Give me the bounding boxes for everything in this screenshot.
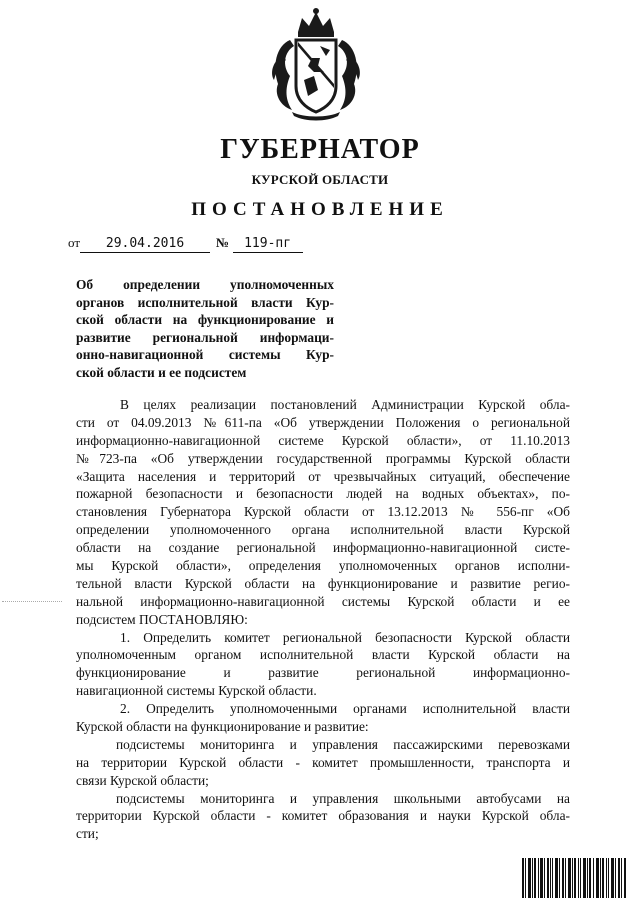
- document-date: 29.04.2016: [80, 236, 210, 253]
- body-line: 2. Определить уполномоченными органами исполнительной власти: [120, 701, 570, 717]
- body-text: [76, 396, 570, 843]
- body-line: сти;: [76, 826, 99, 842]
- governor-title: ГУБЕРНАТОР: [220, 134, 420, 165]
- subject-line: ской области на функционирование и: [76, 312, 334, 328]
- from-label: от: [68, 235, 81, 250]
- body-line: уполномоченным органом исполнительной власти Курской области на: [76, 647, 570, 663]
- subject-line: органов исполнительной власти Кур-: [76, 294, 334, 310]
- subject-line: развитие региональной информаци-: [76, 329, 334, 345]
- subject-line: ской области и ее подсистем: [76, 364, 247, 380]
- body-line: функционирование и развитие региональной информационно-: [76, 665, 570, 681]
- body-line: мы Курской области», определения уполномоченных органов исполни-: [76, 558, 570, 574]
- body-line: определении уполномоченного органа исполнительной власти Курской: [76, 522, 570, 538]
- subject-line: Об определении уполномоченных: [76, 277, 334, 292]
- document-number: 119-пг: [233, 236, 303, 253]
- body-line: подсистемы мониторинга и управления школьными автобусами на: [116, 790, 570, 806]
- date-number-line: [68, 234, 303, 252]
- body-line: Курской области на функционирование и развитие:: [76, 719, 369, 735]
- region-subtitle: КУРСКОЙ ОБЛАСТИ: [251, 172, 389, 187]
- number-label: №: [216, 235, 230, 250]
- body-line: территории Курской области - комитет образования и науки Курской обла-: [76, 808, 570, 824]
- subject-line: онно-навигационной системы Кур-: [76, 347, 334, 363]
- body-line: нальной информационно-навигационной системы Курской области и ее: [76, 593, 570, 609]
- body-line: пожарной безопасности и безопасности людей на водных объектах», по-: [76, 486, 570, 502]
- body-line: становления Губернатора Курской области от 13.12.2013 № 556-пг «Об: [76, 504, 570, 520]
- body-line: сти от 04.09.2013 №611-па «Об утверждении Положения о региональной: [76, 414, 570, 430]
- body-line: подсистемы мониторинга и управления пассажирскими перевозками: [116, 736, 570, 752]
- body-line: навигационной системы Курской области.: [76, 683, 317, 699]
- body-line: подсистем ПОСТАНОВЛЯЮ:: [76, 611, 248, 627]
- body-line: связи Курской области;: [76, 772, 209, 788]
- body-line: области на создание региональной информационно-навигационной систе-: [76, 540, 570, 556]
- body-line: «Защита населения и территорий от чрезвычайных ситуаций, обеспечение: [76, 468, 570, 484]
- subject-block: [76, 276, 334, 382]
- body-line: на территории Курской области - комитет промышленности, транспорта и: [76, 754, 570, 770]
- body-line: 1. Определить комитет региональной безопасности Курской области: [120, 629, 570, 645]
- barcode: [522, 858, 626, 898]
- body-line: В целях реализации постановлений Администрации Курской обла-: [120, 397, 570, 412]
- coat-of-arms-emblem: [268, 6, 364, 122]
- margin-dotted-line: [2, 601, 62, 603]
- body-line: тельной власти Курской области на функционирование и развитие регио-: [76, 575, 570, 591]
- body-line: информационно-навигационной системе Курской области», от 11.10.2013: [76, 432, 570, 448]
- body-line: №723-па «Об утверждении государственной программы Курской области: [76, 450, 570, 466]
- document-type-heading: ПОСТАНОВЛЕНИЕ: [191, 199, 449, 220]
